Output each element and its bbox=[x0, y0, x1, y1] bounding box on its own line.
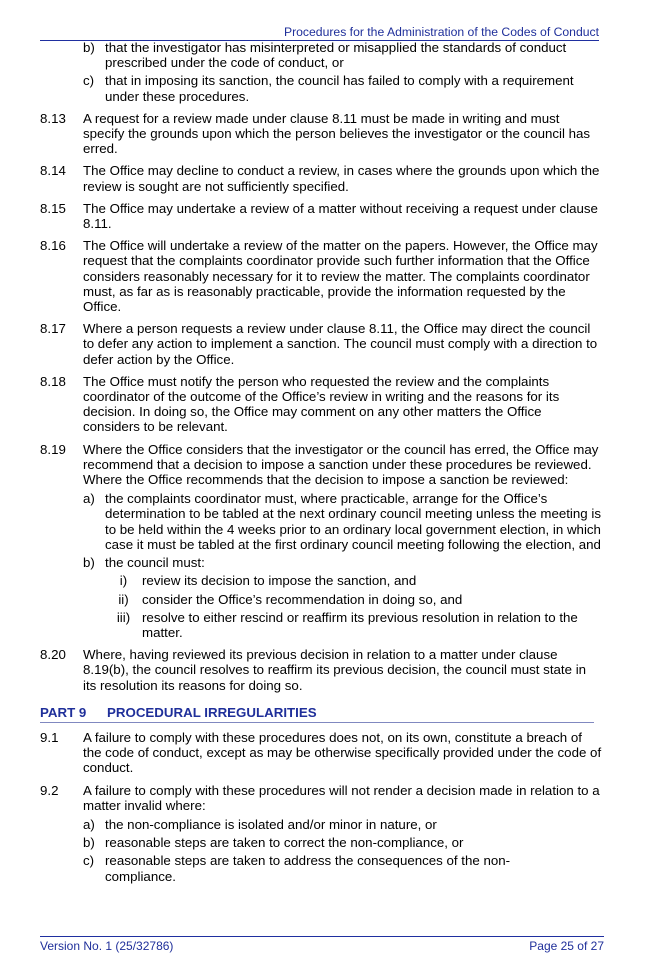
item-label: iii) bbox=[116, 609, 131, 625]
page-number: Page 25 of 27 bbox=[529, 939, 604, 953]
page-header bbox=[40, 24, 599, 41]
item-text: the council must: bbox=[105, 555, 205, 571]
clause-8-13 bbox=[40, 111, 602, 157]
clause-number: 8.15 bbox=[40, 200, 66, 216]
page-footer bbox=[40, 936, 604, 951]
item-text: review its decision to impose the sanction, and bbox=[142, 573, 417, 589]
clause-text: Where, having reviewed its previous decision in relation to a matter under clause 8.19(b), the council resolves to reaffirm its previous decision, the council must state in its resolution its reasons for doing so. bbox=[83, 647, 587, 693]
item-label: b) bbox=[83, 40, 95, 55]
header-title: Procedures for the Administration of the Codes of Conduct bbox=[283, 25, 599, 39]
list-item bbox=[83, 73, 602, 103]
clause-number: 8.13 bbox=[40, 110, 66, 126]
sub-list-item bbox=[105, 573, 602, 588]
clause-text: The Office may decline to conduct a review, in cases where the grounds upon which the review is sought are not sufficiently specified. bbox=[83, 163, 600, 194]
clause-number: 8.18 bbox=[40, 373, 66, 389]
item-text: that the investigator has misinterpreted or misapplied the standards of conduct prescribed under the code of conduct, or bbox=[105, 40, 567, 71]
clause-8-19 bbox=[40, 442, 602, 488]
part-title: PROCEDURAL IRREGULARITIES bbox=[107, 704, 317, 720]
item-label: a) bbox=[83, 816, 95, 832]
sub-list-item bbox=[105, 610, 602, 640]
item-text: the non-compliance is isolated and/or minor in nature, or bbox=[105, 816, 437, 832]
item-label: a) bbox=[83, 491, 95, 507]
clause-8-15 bbox=[40, 201, 602, 231]
clause-text: The Office will undertake a review of the matter on the papers. However, the Office may request that the complaints coordinator provide such further information that the Office considers reasonably necessary for it to review the matter. The complaints coordinator must, as far as is reasonably practicable, provide the information requested by the Office. bbox=[83, 238, 598, 315]
clause-text: A request for a review made under clause 8.11 must be made in writing and must specify the grounds upon which the person believes the investigator or the council has erred. bbox=[83, 110, 591, 157]
clause-number: 8.16 bbox=[40, 238, 66, 254]
item-text: the complaints coordinator must, where practicable, arrange for the Office’s determination to be tabled at the next ordinary council meeting unless the meeting is to be held within the 4 weeks prior to an ordinary local government election, in which case it must be tabled at the first ordinary council meeting following the election, and bbox=[105, 491, 601, 552]
item-text: that in imposing its sanction, the council has failed to comply with a requirement under these procedures. bbox=[105, 73, 574, 104]
item-label: i) bbox=[119, 573, 128, 589]
item-label: c) bbox=[83, 853, 95, 869]
item-label: b) bbox=[83, 835, 95, 851]
list-item bbox=[83, 853, 602, 883]
document-body bbox=[40, 40, 602, 887]
clause-8-17 bbox=[40, 321, 602, 367]
clause-9-1 bbox=[40, 730, 602, 776]
clause-text: The Office must notify the person who requested the review and the complaints coordinator of the outcome of the Office’s review in writing and the reasons for its decision. In doing so, the Office may comment on any other matters the Office considers to be relevant. bbox=[83, 373, 560, 435]
clause-8-14 bbox=[40, 163, 602, 193]
clause-text: A failure to comply with these procedures will not render a decision made in relation to a matter invalid where: bbox=[83, 782, 600, 813]
clause-8-20 bbox=[40, 647, 602, 693]
item-text: reasonable steps are taken to correct the non-compliance, or bbox=[105, 835, 464, 851]
clause-text: Where the Office considers that the investigator or the council has erred, the Office may recommend that a decision to impose a sanction under these procedures be reviewed. Where the Office recommends that the decision to impose a sanction be reviewed: bbox=[83, 441, 599, 488]
clause-8-16 bbox=[40, 238, 602, 314]
clause-text: Where a person requests a review under clause 8.11, the Office may direct the council to defer any action to implement a sanction. The council must comply with a direction to defer action by the Office. bbox=[83, 321, 598, 367]
sub-list-item bbox=[105, 592, 602, 607]
list-item bbox=[83, 40, 602, 70]
clause-number: 8.19 bbox=[40, 441, 66, 457]
item-label: c) bbox=[83, 73, 95, 89]
clause-9-2 bbox=[40, 783, 602, 813]
clause-text: A failure to comply with these procedures does not, on its own, constitute a breach of the code of conduct, except as may be otherwise specifically provided under the code of conduct. bbox=[83, 729, 602, 776]
item-text: reasonable steps are taken to address the consequences of the non-compliance. bbox=[105, 853, 511, 884]
clause-text: The Office may undertake a review of a matter without receiving a request under clause 8.11. bbox=[83, 200, 598, 232]
list-item bbox=[83, 491, 602, 552]
item-text: resolve to either rescind or reaffirm its previous resolution in relation to the matter. bbox=[142, 609, 578, 640]
item-text: consider the Office’s recommendation in doing so, and bbox=[142, 591, 463, 607]
version-number: Version No. 1 (25/32786) bbox=[40, 939, 174, 953]
clause-number: 8.17 bbox=[40, 321, 66, 337]
clause-number: 8.20 bbox=[40, 647, 66, 663]
item-label: b) bbox=[83, 555, 95, 571]
list-item bbox=[83, 817, 602, 832]
part-number: PART 9 bbox=[40, 704, 87, 720]
list-item bbox=[83, 835, 602, 850]
part-heading bbox=[40, 705, 594, 723]
clause-number: 8.14 bbox=[40, 163, 66, 179]
list-item bbox=[83, 555, 602, 570]
item-label: ii) bbox=[118, 591, 129, 607]
clause-8-18 bbox=[40, 374, 602, 435]
clause-number: 9.2 bbox=[40, 782, 59, 798]
clause-number: 9.1 bbox=[40, 729, 59, 745]
